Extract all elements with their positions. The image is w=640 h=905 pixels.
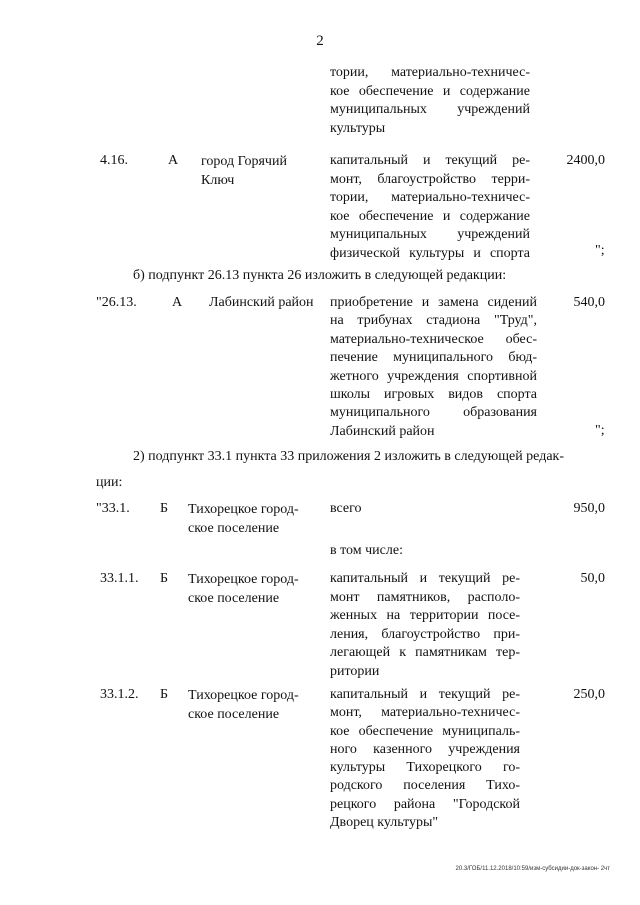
desc-line: Дворец культуры" bbox=[330, 815, 439, 831]
row-amount: 50,0 bbox=[580, 571, 605, 586]
row-description bbox=[330, 152, 530, 264]
row-description bbox=[330, 686, 520, 832]
desc-line: физической культуры и спорта bbox=[330, 245, 530, 261]
row-municipality: Лабинский район bbox=[209, 295, 314, 310]
desc-line: на трибунах стадиона "Труд", bbox=[330, 313, 537, 329]
row-amount: 950,0 bbox=[573, 501, 605, 516]
row-number: 33.1.2. bbox=[100, 687, 139, 702]
continued-description bbox=[330, 64, 530, 138]
row-category: А bbox=[168, 153, 179, 168]
desc-line: монт, материально-техничес- bbox=[330, 705, 520, 721]
desc-line: жетного учреждения спортивной bbox=[330, 368, 537, 384]
row-number: 33.1.1. bbox=[100, 571, 139, 586]
desc-line: капитальный и текущий ре- bbox=[330, 571, 520, 586]
row-category: Б bbox=[160, 571, 169, 586]
row-description bbox=[330, 294, 537, 441]
page-number: 2 bbox=[316, 33, 324, 49]
desc-line: капитальный и текущий ре- bbox=[330, 153, 530, 168]
paragraph-b: б) подпункт 26.13 пункта 26 изложить в следующей редакции: bbox=[133, 268, 507, 283]
desc-line: кое обеспечение и содержание bbox=[330, 208, 530, 224]
desc-line: муниципальных учреждений bbox=[330, 227, 530, 243]
row-category: А bbox=[172, 295, 183, 310]
desc-line: муниципального образования bbox=[330, 405, 537, 421]
desc-line: рецкого района "Городской bbox=[330, 796, 520, 812]
desc-line: муниципальных учреждений bbox=[330, 102, 530, 118]
row-municipality bbox=[201, 152, 287, 190]
desc-line: приобретение и замена сидений bbox=[330, 295, 537, 310]
row-end-quote: "; bbox=[595, 243, 605, 258]
name-line: Ключ bbox=[201, 173, 235, 188]
desc-line: материально-техническое обес- bbox=[330, 331, 537, 347]
desc-line: монт, благоустройство терри- bbox=[330, 171, 530, 187]
name-line: ское поселение bbox=[188, 591, 280, 606]
desc-line: капитальный и текущий ре- bbox=[330, 687, 520, 702]
row-municipality bbox=[188, 570, 299, 608]
name-line: ское поселение bbox=[188, 521, 280, 536]
row-number: 4.16. bbox=[100, 153, 128, 168]
row-category: Б bbox=[160, 501, 169, 516]
paragraph-2: 2) подпункт 33.1 пункта 33 приложения 2 изложить в следующей редак- bbox=[133, 449, 565, 464]
desc-line: монт памятников, располо- bbox=[330, 589, 520, 605]
row-number: "26.13. bbox=[96, 295, 137, 310]
desc-line: ления, благоустройство при- bbox=[330, 626, 520, 642]
name-line: Тихорецкое город- bbox=[188, 688, 299, 703]
desc-line: легающей к памятникам тер- bbox=[330, 645, 520, 661]
row-number: "33.1. bbox=[96, 501, 130, 516]
desc-line: печение муниципального бюд- bbox=[330, 350, 537, 366]
name-line: ское поселение bbox=[188, 707, 280, 722]
desc-line: культуры Тихорецкого го- bbox=[330, 760, 520, 776]
desc-line: ритории bbox=[330, 663, 380, 679]
desc-line: кое обеспечение муниципаль- bbox=[330, 723, 520, 739]
in-total-label: в том числе: bbox=[330, 543, 403, 558]
footer-stamp: 20.3/ГОБ/11.12.2018/10:59/изм-субсидии-док-закон- 2чт bbox=[455, 866, 610, 872]
desc-line: школы игровых видов спорта bbox=[330, 387, 537, 403]
desc-line: ного казенного учреждения bbox=[330, 741, 520, 757]
row-municipality bbox=[188, 686, 299, 724]
row-description bbox=[330, 570, 520, 682]
desc-line: тории, материально-техничес- bbox=[330, 190, 530, 206]
row-end-quote: "; bbox=[595, 423, 605, 438]
desc-line: кое обеспечение и содержание bbox=[330, 83, 530, 99]
name-line: Тихорецкое город- bbox=[188, 502, 299, 517]
row-amount: 540,0 bbox=[573, 295, 605, 310]
desc-line: женных на территории посе- bbox=[330, 608, 520, 624]
row-category: Б bbox=[160, 687, 169, 702]
desc-line: родского поселения Тихо- bbox=[330, 778, 520, 794]
row-description: всего bbox=[330, 501, 362, 516]
desc-line: культуры bbox=[330, 120, 386, 136]
paragraph-2-continued: ции: bbox=[96, 475, 123, 490]
row-amount: 250,0 bbox=[573, 687, 605, 702]
name-line: город Горячий bbox=[201, 154, 287, 169]
desc-line: тории, материально-техничес- bbox=[330, 65, 530, 80]
row-municipality bbox=[188, 500, 299, 538]
name-line: Тихорецкое город- bbox=[188, 572, 299, 587]
desc-line: Лабинский район bbox=[330, 423, 435, 439]
row-amount: 2400,0 bbox=[566, 153, 605, 168]
